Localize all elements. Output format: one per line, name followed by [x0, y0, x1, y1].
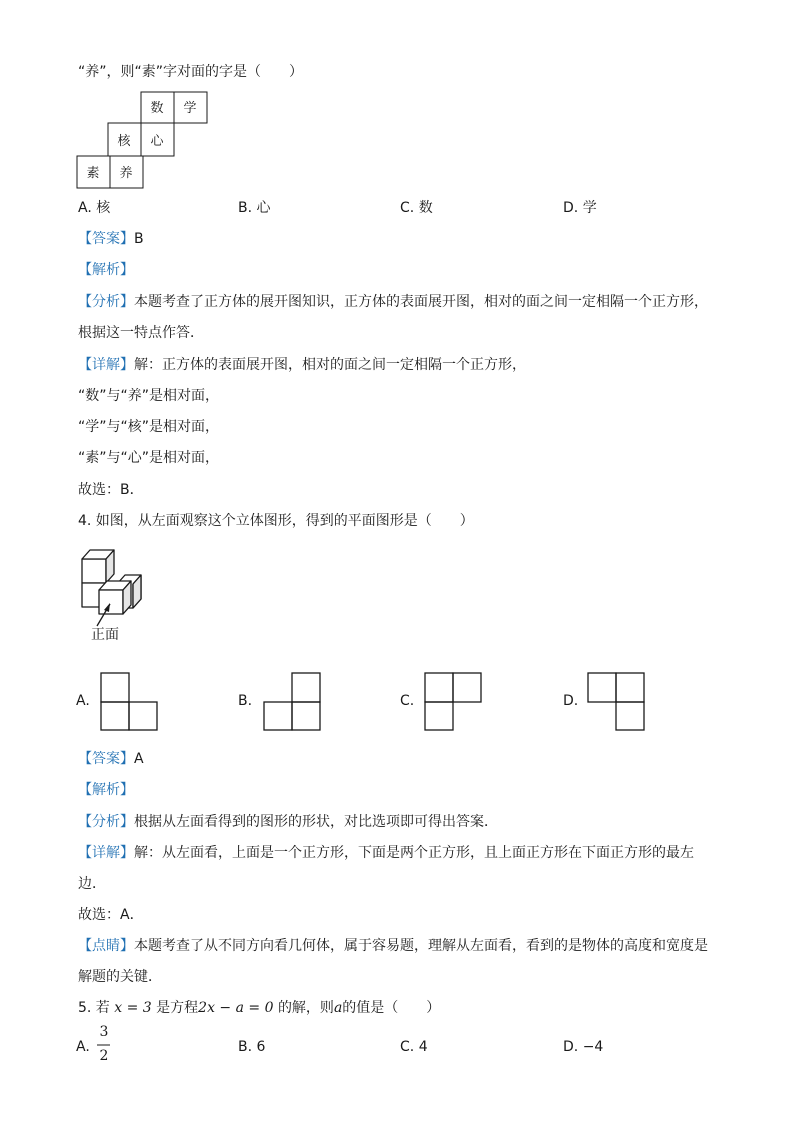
q5-x-eq: x = 3 — [114, 1000, 152, 1016]
q5-stem: 5. 若 x = 3 是方程2x − a = 0 的解，则a的值是（ ） — [78, 1000, 441, 1016]
q5-option-a-letter: A. — [76, 1039, 90, 1055]
q5-option-b: B. 6 — [238, 1039, 266, 1055]
net-cell-xue: 学 — [183, 101, 197, 116]
q5-option-a-denominator: 2 — [99, 1048, 109, 1064]
q4-detail-line1: 【详解】解：从左面看，上面是一个正方形，下面是两个正方形，且上面正方形在下面正方形的最左 — [78, 845, 694, 861]
q3-analysis-tag: 【解析】 — [78, 262, 134, 278]
q3-fenxi-line1: 【分析】本题考查了正方体的展开图知识，正方体的表面展开图，相对的面之间一定相隔一个正方形， — [78, 294, 708, 310]
q3-detail-line4: “素”与“心”是相对面， — [78, 450, 220, 466]
net-cell-shu: 数 — [150, 101, 164, 116]
q5-var-a: a — [333, 1000, 343, 1016]
q3-detail-line3: “学”与“核”是相对面， — [78, 419, 220, 435]
q4-analysis-tag: 【解析】 — [78, 782, 134, 798]
q4-option-d-letter: D. — [563, 693, 579, 709]
q3-option-b: B. 心 — [238, 200, 271, 216]
net-cell-he: 核 — [117, 134, 131, 149]
q4-choose: 故选：A． — [78, 907, 144, 923]
q3-option-c: C. 数 — [400, 200, 433, 216]
q3-fenxi-line2: 根据这一特点作答． — [78, 325, 204, 341]
front-label: 正面 — [91, 627, 119, 643]
q4-option-b-letter: B. — [238, 693, 253, 709]
q4-option-a-letter: A. — [76, 693, 90, 709]
net-cell-su: 素 — [86, 166, 100, 181]
net-cell-xin: 心 — [150, 134, 164, 149]
q4-fenxi: 【分析】根据从左面看得到的图形的形状，对比选项即可得出答案． — [78, 814, 498, 830]
q4-answer: 【答案】A — [78, 751, 144, 767]
net-cell-yang: 养 — [119, 166, 133, 181]
q5-equation: 2x − a = 0 — [198, 1000, 274, 1016]
q4-detail-line2: 边． — [78, 876, 106, 892]
q5-option-d: D. −4 — [563, 1039, 604, 1055]
q3-choose: 故选：B． — [78, 482, 144, 498]
q3-option-a: A. 核 — [78, 200, 111, 216]
q3-answer: 【答案】B — [78, 231, 144, 247]
q3-detail-line2: “数”与“养”是相对面， — [78, 388, 220, 404]
q5-option-c: C. 4 — [400, 1039, 428, 1055]
q4-stem: 4. 如图，从左面观察这个立体图形，得到的平面图形是（ ） — [78, 513, 474, 529]
q3-stem-tail: “养”，则“素”字对面的字是（ ） — [78, 64, 304, 80]
q4-comment-line1: 【点睛】本题考查了从不同方向看几何体，属于容易题，理解从左面看，看到的是物体的高度和宽度是 — [78, 938, 708, 954]
q5-option-a-numerator: 3 — [99, 1024, 109, 1040]
q4-comment-line2: 解题的关键． — [78, 969, 162, 985]
q4-option-c-letter: C. — [400, 693, 415, 709]
q3-detail-line1: 【详解】解：正方体的表面展开图，相对的面之间一定相隔一个正方形， — [78, 357, 526, 373]
q3-option-d: D. 学 — [563, 200, 597, 216]
